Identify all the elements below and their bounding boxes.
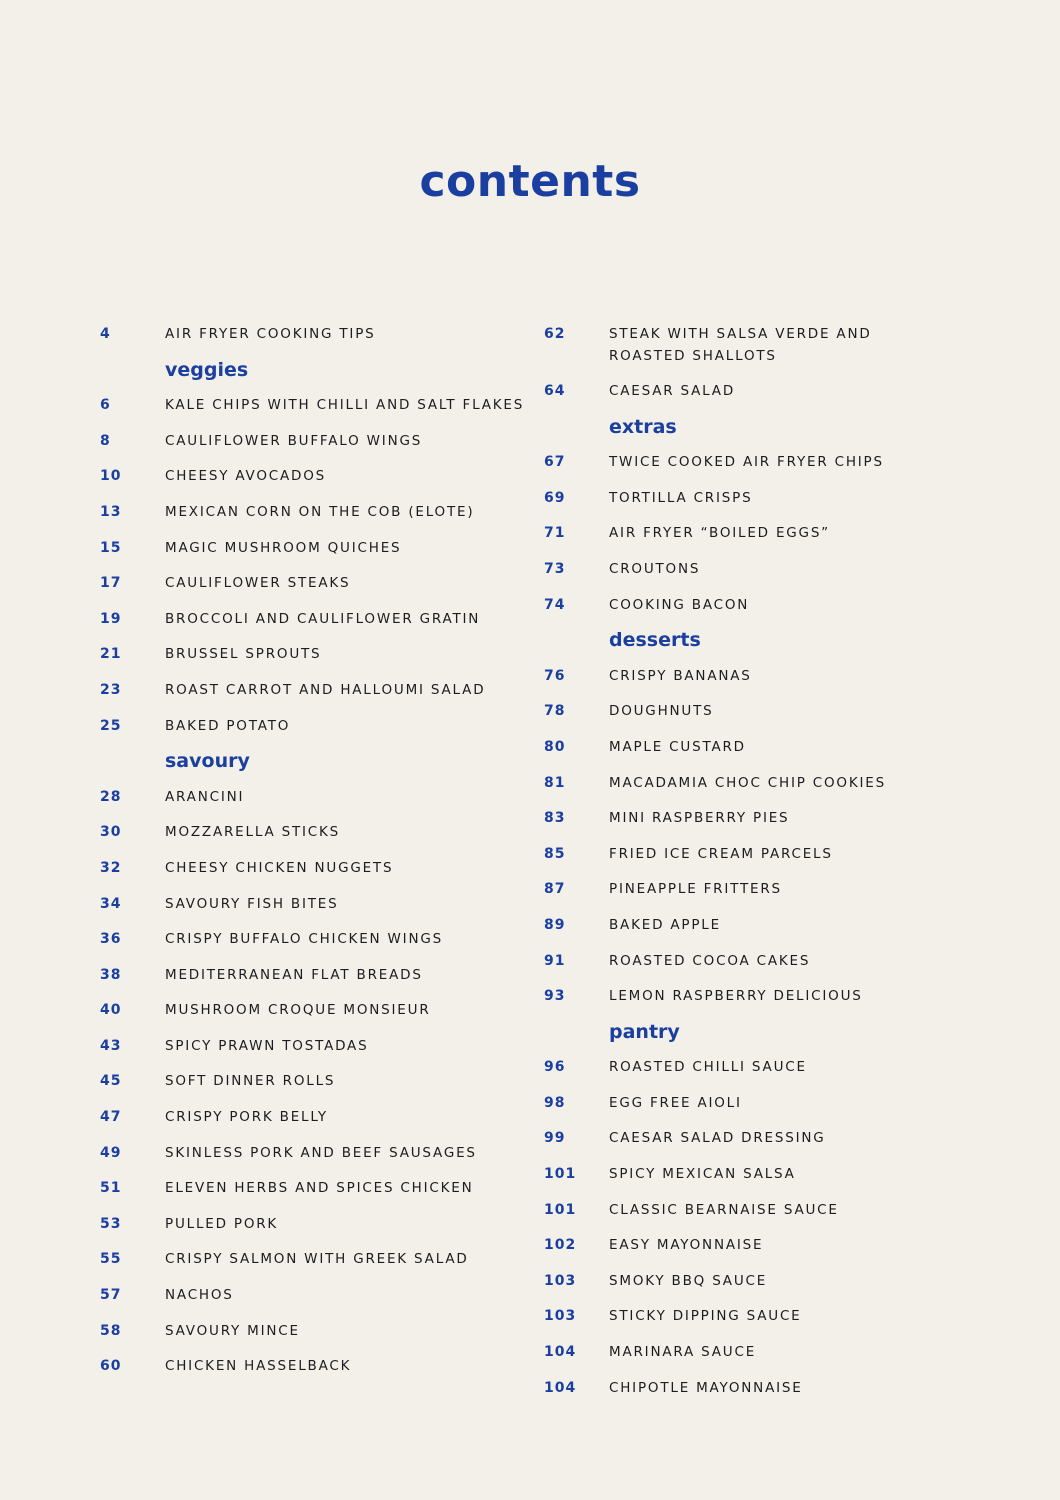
recipe-title-line: SOFT DINNER ROLLS — [165, 1073, 336, 1090]
recipe-title — [165, 608, 480, 630]
recipe-title — [165, 821, 340, 843]
recipe-title — [609, 878, 782, 900]
page-number: 21 — [100, 646, 122, 663]
page-number: 49 — [100, 1144, 122, 1161]
recipe-title-line: CAESAR SALAD — [609, 383, 736, 399]
recipe-title-line: ROASTED COCOA CAKES — [609, 952, 811, 969]
recipe-title-line: CHICKEN HASSELBACK — [165, 1358, 352, 1375]
page-title: contents — [419, 156, 641, 207]
toc-entry[interactable] — [544, 1199, 964, 1235]
recipe-title — [165, 1248, 469, 1270]
page-number: 4 — [100, 326, 111, 342]
toc-entry[interactable] — [544, 878, 964, 914]
page-number: 91 — [544, 952, 566, 969]
left-column — [100, 323, 525, 1391]
page-number: 38 — [100, 966, 122, 983]
recipe-title-line: CROUTONS — [609, 560, 701, 577]
toc-entry[interactable] — [544, 1377, 964, 1413]
page-number: 80 — [544, 738, 566, 755]
toc-entry[interactable] — [100, 1035, 520, 1071]
page-number: 81 — [544, 774, 566, 791]
recipe-title — [609, 736, 746, 758]
toc-entry[interactable] — [100, 964, 520, 1000]
toc-entry[interactable] — [100, 1106, 520, 1142]
page-number: 23 — [100, 681, 122, 698]
recipe-title-line: CHEESY AVOCADOS — [165, 468, 326, 485]
page-number: 64 — [544, 383, 566, 399]
toc-entry[interactable] — [544, 487, 964, 523]
page-number: 19 — [100, 610, 122, 627]
toc-entry[interactable] — [100, 1355, 520, 1391]
toc-entry[interactable] — [100, 1284, 520, 1320]
page-number: 60 — [100, 1358, 122, 1375]
toc-entry[interactable] — [100, 537, 520, 573]
page-number: 103 — [544, 1308, 577, 1325]
recipe-title — [609, 487, 752, 509]
section-heading: veggies — [165, 358, 249, 381]
toc-entry[interactable] — [100, 323, 520, 359]
toc-entry[interactable] — [544, 380, 964, 416]
recipe-title-line: MUSHROOM CROQUE MONSIEUR — [165, 1002, 431, 1019]
recipe-title — [165, 394, 524, 416]
page-number: 98 — [544, 1094, 566, 1111]
toc-entry[interactable] — [544, 1056, 964, 1092]
page-number: 103 — [544, 1272, 577, 1289]
page-number: 53 — [100, 1215, 122, 1232]
recipe-title — [165, 1213, 278, 1235]
recipe-title-line: AIR FRYER COOKING TIPS — [165, 326, 376, 342]
recipe-title — [165, 1284, 234, 1306]
page-number: 87 — [544, 881, 566, 898]
toc-entry[interactable] — [100, 1248, 520, 1284]
page-number: 57 — [100, 1287, 122, 1304]
recipe-title-line: TORTILLA CRISPS — [609, 489, 753, 506]
page-number: 101 — [544, 1201, 577, 1218]
recipe-title-line: SMOKY BBQ SAUCE — [609, 1272, 768, 1289]
page-number: 47 — [100, 1109, 122, 1126]
recipe-title — [165, 928, 443, 950]
page-number: 74 — [544, 596, 566, 613]
recipe-title-line: LEMON RASPBERRY DELICIOUS — [609, 988, 863, 1005]
recipe-title-line: SAVOURY MINCE — [165, 1322, 300, 1339]
recipe-title-line: MACADAMIA CHOC CHIP COOKIES — [609, 774, 886, 791]
recipe-title-line: BRUSSEL SPROUTS — [165, 646, 322, 663]
toc-entry[interactable] — [544, 807, 964, 843]
page-number: 32 — [100, 859, 122, 876]
recipe-title — [609, 1234, 763, 1256]
recipe-title — [609, 1377, 803, 1399]
recipe-title-line: BAKED APPLE — [609, 916, 721, 933]
recipe-title — [165, 1035, 368, 1057]
recipe-title-line: ROASTED SHALLOTS — [609, 348, 777, 364]
toc-entry[interactable] — [100, 572, 520, 608]
recipe-title — [609, 772, 886, 794]
recipe-title — [609, 1092, 742, 1114]
recipe-title — [165, 1142, 477, 1164]
recipe-title-line: CHEESY CHICKEN NUGGETS — [165, 859, 394, 876]
recipe-title-line: SPICY MEXICAN SALSA — [609, 1166, 796, 1183]
recipe-title-line: TWICE COOKED AIR FRYER CHIPS — [609, 454, 884, 471]
page-number: 67 — [544, 454, 566, 471]
page-number: 8 — [100, 432, 111, 449]
toc-entry[interactable] — [544, 323, 964, 380]
recipe-title — [609, 985, 863, 1007]
section-heading: extras — [609, 415, 677, 438]
recipe-title — [609, 323, 872, 367]
toc-entry[interactable] — [544, 843, 964, 879]
recipe-title-line: ROAST CARROT AND HALLOUMI SALAD — [165, 681, 486, 698]
page-number: 76 — [544, 667, 566, 684]
toc-entry[interactable] — [544, 914, 964, 950]
page-number: 71 — [544, 525, 566, 542]
recipe-title-line: FRIED ICE CREAM PARCELS — [609, 845, 833, 862]
recipe-title — [165, 643, 321, 665]
toc-entry[interactable] — [100, 1070, 520, 1106]
page-number: 30 — [100, 824, 122, 841]
page-number: 85 — [544, 845, 566, 862]
section-heading: pantry — [609, 1020, 680, 1043]
page-number: 43 — [100, 1037, 122, 1054]
recipe-title — [165, 857, 393, 879]
recipe-title — [609, 594, 749, 616]
page-number: 99 — [544, 1130, 566, 1147]
toc-entry[interactable] — [100, 1177, 520, 1213]
recipe-title — [165, 323, 376, 345]
recipe-title-line: CRISPY SALMON WITH GREEK SALAD — [165, 1251, 469, 1268]
toc-entry[interactable] — [544, 522, 964, 558]
toc-entry[interactable] — [100, 1320, 520, 1356]
recipe-title-line: MOZZARELLA STICKS — [165, 824, 341, 841]
section-heading: savoury — [165, 750, 250, 773]
page-number: 6 — [100, 397, 111, 414]
recipe-title-line: CRISPY BUFFALO CHICKEN WINGS — [165, 931, 443, 948]
toc-entry[interactable] — [100, 821, 520, 857]
toc-entry[interactable] — [544, 1270, 964, 1306]
toc-entry[interactable] — [100, 465, 520, 501]
page-number: 10 — [100, 468, 122, 485]
recipe-title — [609, 1270, 767, 1292]
recipe-title — [609, 451, 884, 473]
recipe-title — [609, 843, 833, 865]
page-number: 78 — [544, 703, 566, 720]
recipe-title — [165, 1355, 351, 1377]
recipe-title-line: SPICY PRAWN TOSTADAS — [165, 1037, 369, 1054]
toc-entry[interactable] — [544, 1305, 964, 1341]
toc-entry[interactable] — [100, 394, 525, 430]
toc-entry[interactable] — [544, 950, 964, 986]
recipe-title — [165, 501, 474, 523]
recipe-title-line: BROCCOLI AND CAULIFLOWER GRATIN — [165, 610, 481, 627]
recipe-title-line: ARANCINI — [165, 788, 245, 805]
recipe-title — [609, 380, 735, 402]
recipe-title — [165, 572, 350, 594]
page-number: 101 — [544, 1166, 577, 1183]
toc-entry[interactable] — [544, 1234, 964, 1270]
toc-entry[interactable] — [544, 1341, 964, 1377]
page-number: 17 — [100, 575, 122, 592]
toc-entry[interactable] — [100, 643, 520, 679]
recipe-title — [165, 1320, 300, 1342]
toc-entry[interactable] — [544, 985, 964, 1021]
recipe-title-line: SKINLESS PORK AND BEEF SAUSAGES — [165, 1144, 477, 1161]
recipe-title — [165, 786, 244, 808]
recipe-title — [165, 679, 485, 701]
page-number: 104 — [544, 1344, 577, 1361]
toc-entry[interactable] — [544, 1127, 964, 1163]
toc-entry[interactable] — [100, 893, 520, 929]
page-number: 55 — [100, 1251, 122, 1268]
page-number: 28 — [100, 788, 122, 805]
page-number: 15 — [100, 539, 122, 556]
toc-entry[interactable] — [100, 679, 520, 715]
recipe-title-line: COOKING BACON — [609, 596, 750, 613]
recipe-title-line: DOUGHNUTS — [609, 703, 714, 720]
recipe-title-line: CRISPY PORK BELLY — [165, 1109, 328, 1126]
recipe-title-line: SAVOURY FISH BITES — [165, 895, 339, 912]
recipe-title-line: NACHOS — [165, 1287, 234, 1304]
recipe-title-line: MINI RASPBERRY PIES — [609, 810, 790, 827]
recipe-title — [165, 537, 401, 559]
page-number: 45 — [100, 1073, 122, 1090]
toc-entry[interactable] — [544, 594, 964, 630]
recipe-title — [165, 1070, 335, 1092]
recipe-title-line: MARINARA SAUCE — [609, 1344, 757, 1361]
toc-entry[interactable] — [100, 928, 520, 964]
recipe-title — [609, 807, 789, 829]
recipe-title — [609, 522, 830, 544]
page-number: 25 — [100, 717, 122, 734]
recipe-title-line: CAESAR SALAD DRESSING — [609, 1130, 826, 1147]
recipe-title — [165, 893, 339, 915]
page-number: 51 — [100, 1180, 122, 1197]
recipe-title-line: CLASSIC BEARNAISE SAUCE — [609, 1201, 839, 1218]
recipe-title-line: MAPLE CUSTARD — [609, 738, 746, 755]
recipe-title — [609, 950, 810, 972]
toc-entry[interactable] — [100, 501, 520, 537]
recipe-title — [609, 1341, 756, 1363]
toc-entry[interactable] — [100, 608, 520, 644]
recipe-title-line: ELEVEN HERBS AND SPICES CHICKEN — [165, 1180, 474, 1197]
recipe-title — [165, 430, 422, 452]
recipe-title-line: MEXICAN CORN ON THE COB (ELOTE) — [165, 503, 475, 520]
page-number: 34 — [100, 895, 122, 912]
recipe-title — [609, 700, 714, 722]
recipe-title — [165, 1177, 473, 1199]
recipe-title — [609, 665, 752, 687]
recipe-title — [609, 914, 721, 936]
page-number: 93 — [544, 988, 566, 1005]
recipe-title — [609, 1163, 796, 1185]
recipe-title — [165, 715, 290, 737]
recipe-title-line: CAULIFLOWER BUFFALO WINGS — [165, 432, 423, 449]
page-number: 40 — [100, 1002, 122, 1019]
page-number: 13 — [100, 503, 122, 520]
toc-entry[interactable] — [100, 857, 520, 893]
page-number: 96 — [544, 1059, 566, 1076]
recipe-title-line: MEDITERRANEAN FLAT BREADS — [165, 966, 423, 983]
toc-entry[interactable] — [544, 451, 964, 487]
recipe-title — [165, 465, 326, 487]
toc-entry[interactable] — [544, 1163, 964, 1199]
recipe-title — [609, 1127, 826, 1149]
toc-entry[interactable] — [100, 786, 520, 822]
page-number: 102 — [544, 1237, 577, 1254]
recipe-title-line: CHIPOTLE MAYONNAISE — [609, 1379, 803, 1396]
recipe-title-line: EASY MAYONNAISE — [609, 1237, 764, 1254]
recipe-title — [609, 1199, 839, 1221]
toc-entry[interactable] — [100, 999, 520, 1035]
recipe-title — [165, 1106, 328, 1128]
recipe-title-line: KALE CHIPS WITH CHILLI AND SALT FLAKES — [165, 397, 525, 414]
toc-entry[interactable] — [100, 430, 520, 466]
section-heading: desserts — [609, 629, 701, 652]
recipe-title-line: AIR FRYER “BOILED EGGS” — [609, 525, 830, 542]
toc-entry[interactable] — [544, 1092, 964, 1128]
recipe-title-line: MAGIC MUSHROOM QUICHES — [165, 539, 402, 556]
recipe-title — [609, 1305, 802, 1327]
toc-entry[interactable] — [544, 665, 964, 701]
recipe-title-line: PINEAPPLE FRITTERS — [609, 881, 782, 898]
recipe-title-line: ROASTED CHILLI SAUCE — [609, 1059, 807, 1076]
page-number: 69 — [544, 489, 566, 506]
toc-entry[interactable] — [100, 715, 520, 751]
page-number: 36 — [100, 931, 122, 948]
recipe-title-line: CAULIFLOWER STEAKS — [165, 575, 351, 592]
recipe-title-line: BAKED POTATO — [165, 717, 291, 734]
page-number: 83 — [544, 810, 566, 827]
toc-entry[interactable] — [544, 558, 964, 594]
right-column — [544, 323, 964, 1412]
recipe-title-line: STEAK WITH SALSA VERDE AND — [609, 326, 872, 342]
page-number: 73 — [544, 560, 566, 577]
toc-entry[interactable] — [100, 1213, 520, 1249]
toc-entry[interactable] — [544, 772, 964, 808]
recipe-title — [165, 964, 423, 986]
page-number: 89 — [544, 916, 566, 933]
toc-entry[interactable] — [544, 736, 964, 772]
toc-entry[interactable] — [100, 1142, 520, 1178]
recipe-title-line: STICKY DIPPING SAUCE — [609, 1308, 802, 1325]
recipe-title — [609, 558, 700, 580]
recipe-title-line: PULLED PORK — [165, 1215, 279, 1232]
page-number: 58 — [100, 1322, 122, 1339]
recipe-title-line: CRISPY BANANAS — [609, 667, 752, 684]
toc-entry[interactable] — [544, 700, 964, 736]
page-number: 104 — [544, 1379, 577, 1396]
recipe-title — [609, 1056, 807, 1078]
recipe-title — [165, 999, 431, 1021]
page-number: 62 — [544, 326, 566, 342]
recipe-title-line: EGG FREE AIOLI — [609, 1094, 742, 1111]
